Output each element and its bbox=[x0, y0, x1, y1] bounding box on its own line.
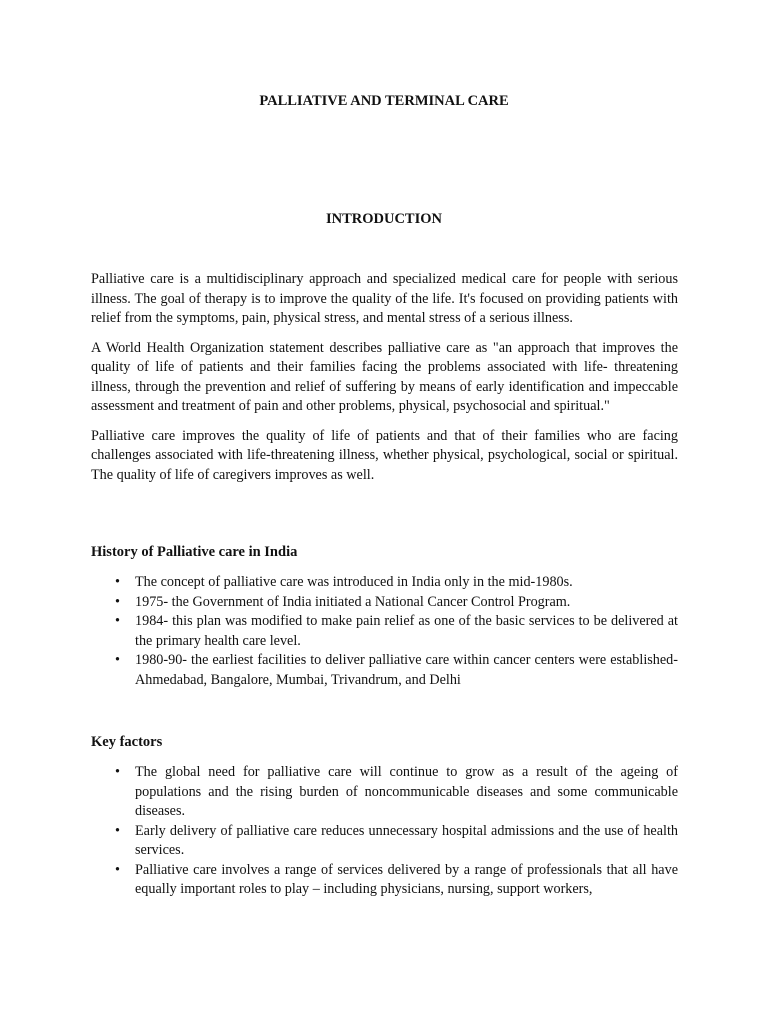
bullet-icon: • bbox=[115, 822, 120, 839]
introduction-body bbox=[91, 270, 678, 495]
list-item bbox=[91, 612, 678, 651]
key-factors-list bbox=[91, 763, 678, 900]
key-factors-heading: Key factors bbox=[91, 734, 163, 750]
list-item bbox=[91, 861, 678, 900]
list-item-text: Early delivery of palliative care reduces unnecessary hospital admissions and the use of health services. bbox=[135, 822, 678, 858]
paragraph-2: A World Health Organization statement describes palliative care as "an approach that improves the quality of life of patients and their families facing the problems associated with life- threatening illness, through the prevention and relief of suffering by means of early identification and impeccable assessment and treatment of pain and other problems, physical, psychosocial and spiritual." bbox=[91, 339, 678, 414]
bullet-icon: • bbox=[115, 861, 120, 878]
list-item-text: Palliative care involves a range of services delivered by a range of professionals that all have equally important roles to play – including physicians, nursing, support workers, bbox=[135, 861, 678, 897]
list-item-text: 1980-90- the earliest facilities to deliver palliative care within cancer centers were established- Ahmedabad, Bangalore, Mumbai, Trivandrum, and Delhi bbox=[135, 652, 678, 688]
list-item bbox=[91, 763, 678, 822]
history-list bbox=[91, 573, 678, 690]
list-item-text: 1984- this plan was modified to make pain relief as one of the basic services to be delivered at the primary health care level. bbox=[135, 613, 678, 649]
introduction-heading: INTRODUCTION bbox=[325, 211, 442, 227]
bullet-icon: • bbox=[115, 652, 120, 668]
document-title: PALLIATIVE AND TERMINAL CARE bbox=[259, 93, 509, 109]
list-item-text: The global need for palliative care will continue to grow as a result of the ageing of populations and the rising burden of noncommunicable diseases and some communicable diseases. bbox=[135, 764, 678, 819]
list-item bbox=[91, 593, 678, 613]
bullet-icon: • bbox=[115, 593, 120, 610]
paragraph-1: Palliative care is a multidisciplinary approach and specialized medical care for people with serious illness. The goal of therapy is to improve the quality of the life. It's focused on providing patients with relief from the symptoms, pain, physical stress, and mental stress of a serious illness. bbox=[91, 271, 678, 326]
history-heading: History of Palliative care in India bbox=[91, 544, 298, 560]
bullet-icon: • bbox=[115, 613, 120, 629]
list-item bbox=[91, 822, 678, 861]
bullet-icon: • bbox=[115, 574, 120, 590]
bullet-icon: • bbox=[115, 764, 120, 780]
list-item bbox=[91, 651, 678, 690]
list-item bbox=[91, 573, 678, 593]
list-item-text: 1975- the Government of India initiated a National Cancer Control Program. bbox=[135, 593, 571, 610]
list-item-text: The concept of palliative care was introduced in India only in the mid-1980s. bbox=[135, 574, 573, 590]
paragraph-3: Palliative care improves the quality of life of patients and that of their families who are facing challenges associated with life-threatening illness, whether physical, psychological, social or spiritual. The quality of life of caregivers improves as well. bbox=[91, 427, 678, 483]
